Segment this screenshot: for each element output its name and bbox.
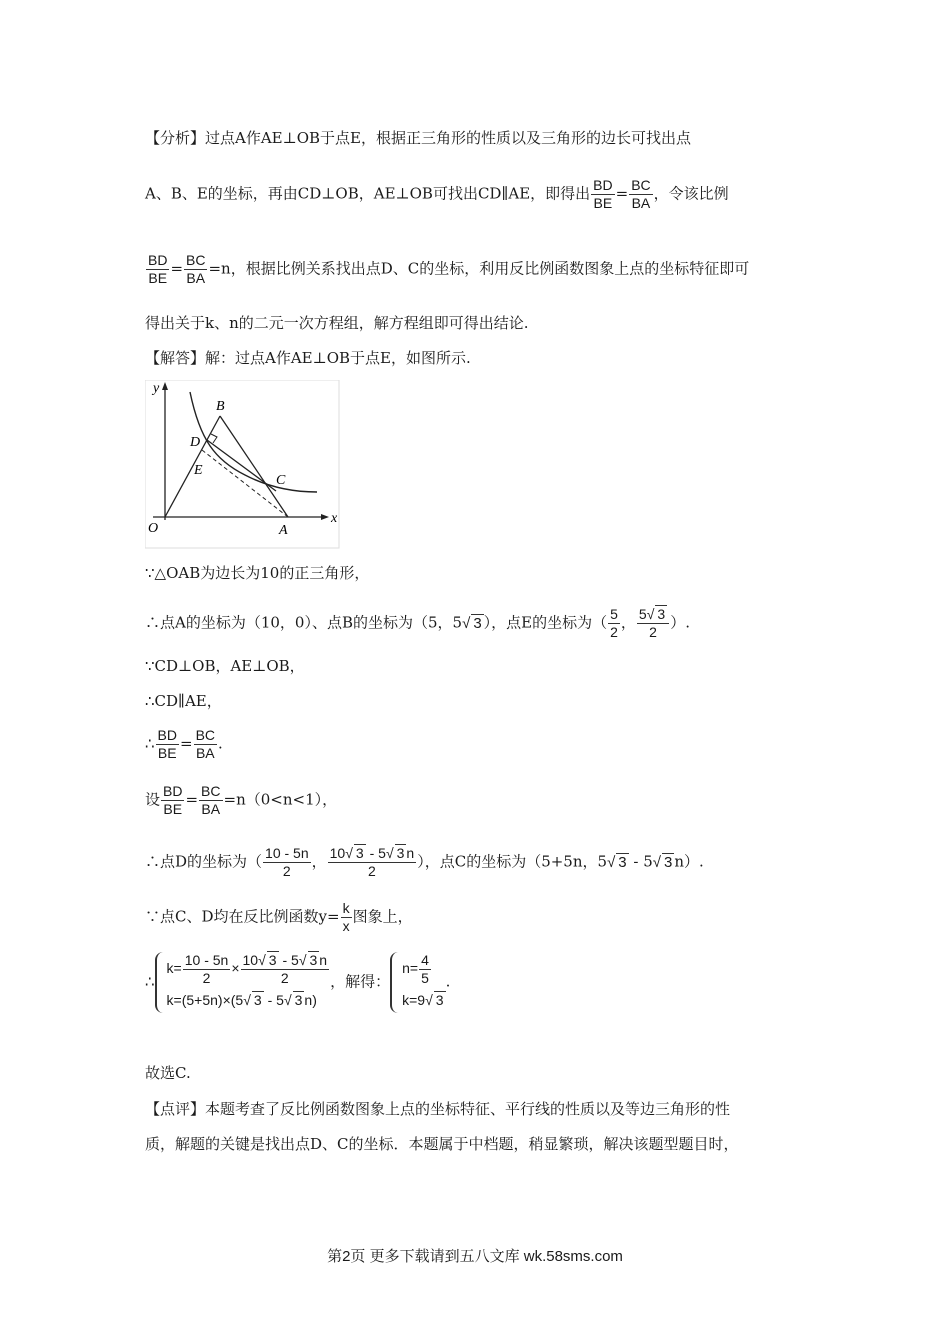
ratio-bd-be: $\frac{BD}{BE}$ — [163, 783, 183, 817]
label-A: A — [279, 523, 288, 538]
ratio-bc-ba: $\frac{BC}{BA}$ — [201, 783, 221, 817]
step-10: 故选C. — [145, 1064, 191, 1082]
step-2-a: ∴点A的坐标为（10，0）、点B的坐标为（5，5 — [145, 613, 463, 632]
step-7-b: ， — [311, 852, 327, 871]
step-5-pre: ∴ — [145, 734, 155, 753]
analysis-line-2a: A、B、E的坐标，再由CD⊥OB，AE⊥OB可找出CD∥AE，即得出 — [145, 184, 591, 203]
step-7-a: ∴点D的坐标为（ — [145, 852, 263, 871]
step-6-post: =n（0<n<1）， — [223, 790, 338, 809]
step-6: 设 $\frac{BD}{BE}$ = $\frac{BC}{BA}$ =n（0<n<1）， — [145, 783, 338, 817]
step-5-post: . — [218, 734, 223, 753]
label-C: C — [276, 473, 286, 488]
solution-system: n= $\frac{4}{5}$ k=9√ 3 — [390, 952, 445, 1013]
label-D: D — [190, 435, 201, 450]
step-7-c: ），点C的坐标为（5+5n，5 — [417, 852, 608, 871]
step-9-pre: ∴ — [145, 972, 155, 991]
frac-d-x: $\frac{10 - 5n}{2}$ — [265, 845, 309, 879]
ratio-bc-ba: $\frac{BC}{BA}$ — [631, 177, 651, 211]
step-8-a: ∵点C、D均在反比例函数y= — [145, 907, 340, 926]
ratio-bc-ba: $\frac{BC}{BA}$ — [186, 252, 206, 286]
ratio-bc-ba: $\frac{BC}{BA}$ — [195, 727, 216, 761]
frac-5sqrt3-2: $\frac{5√ 3}{2}$ — [637, 606, 669, 641]
analysis-line-1: 【分析】过点A作AE⊥OB于点E，根据正三角形的性质以及三角形的边长可找出点 — [145, 129, 691, 147]
step-9-post: . — [445, 972, 451, 991]
analysis-line-4: 得出关于k、n的二元一次方程组，解方程组即可得出结论. — [145, 314, 529, 332]
label-y: y — [153, 381, 160, 396]
step-7: ∴点D的坐标为（ $\frac{10 - 5n}{2}$ ， $\frac{10√ 3 - 5√ 3 n}{2}$ ），点C的坐标为（5+5n，5√ 3 - 5√ 3 n）. — [145, 845, 704, 879]
ratio-bd-be: $\frac{BD}{BE}$ — [593, 177, 613, 211]
sqrt-3: √ 3 — [462, 614, 482, 632]
step-8-b: 图象上， — [352, 907, 413, 926]
step-2 — [145, 606, 690, 641]
figure-frame — [145, 380, 339, 548]
page-footer: 第2页 更多下载请到五八文库 wk.58sms.com — [327, 1248, 623, 1265]
analysis-line-3: $\frac{BD}{BE}$ = $\frac{BC}{BA}$ =n，根据比例关系找出点D、C的坐标，利用反比例函数图象上点的坐标特征即可 — [148, 252, 750, 286]
review-line-2: 质，解题的关键是找出点D、C的坐标．本题属于中档题，稍显繁琐，解决该题型题目时， — [145, 1135, 739, 1153]
answer-line-1: 【解答】解：过点A作AE⊥OB于点E，如图所示. — [145, 349, 471, 367]
analysis-line-3-text: =n，根据比例关系找出点D、C的坐标，利用反比例函数图象上点的坐标特征即可 — [208, 259, 750, 278]
step-1: ∵△OAB为边长为10的正三角形， — [145, 564, 370, 582]
step-5: ∴ $\frac{BD}{BE}$ = $\frac{BC}{BA}$ . — [145, 727, 223, 761]
ratio-bd-be: $\frac{BD}{BE}$ — [148, 252, 168, 286]
step-2-d: ）. — [670, 613, 690, 632]
step-3: ∵CD⊥OB，AE⊥OB， — [145, 657, 305, 675]
analysis-line-2: A、B、E的坐标，再由CD⊥OB，AE⊥OB可找出CD∥AE，即得出 $\frac{BD}{BE}$ = $\frac{BC}{BA}$ ，令该比例 — [145, 177, 729, 211]
label-B: B — [216, 399, 225, 414]
frac-5-2: $\frac{5}{2}$ — [610, 606, 618, 640]
step-4: ∴CD∥AE， — [145, 692, 222, 710]
step-9 — [145, 952, 450, 1013]
step-8 — [145, 900, 413, 935]
label-O: O — [148, 521, 159, 536]
step-7-d: - 5 — [628, 852, 653, 871]
label-x: x — [331, 511, 338, 526]
frac-d-y: $\frac{10√ 3 - 5√ 3 n}{2}$ — [329, 845, 415, 879]
frac-k-x: $\frac{k}{x}$ — [342, 900, 350, 934]
step-9-mid: ，解得： — [330, 972, 391, 991]
step-2-c: ， — [620, 613, 636, 632]
geometry-figure — [145, 380, 345, 552]
label-E: E — [194, 463, 203, 478]
analysis-line-2b: ，令该比例 — [653, 184, 729, 203]
ratio-bd-be: $\frac{BD}{BE}$ — [157, 727, 177, 761]
review-line-1: 【点评】本题考查了反比例函数图象上点的坐标特征、平行线的性质以及等边三角形的性 — [145, 1100, 731, 1118]
step-2-b: ），点E的坐标为（ — [483, 613, 608, 632]
equation-system: k= $\frac{10 - 5n}{2}$ × $\frac{10√ 3 - 5√ 3 n}{2}$ k=(5+5n)×(5√ 3 - 5√ 3 n) — [155, 952, 331, 1013]
step-7-e: n）. — [674, 852, 704, 871]
step-6-pre: 设 — [145, 790, 161, 809]
